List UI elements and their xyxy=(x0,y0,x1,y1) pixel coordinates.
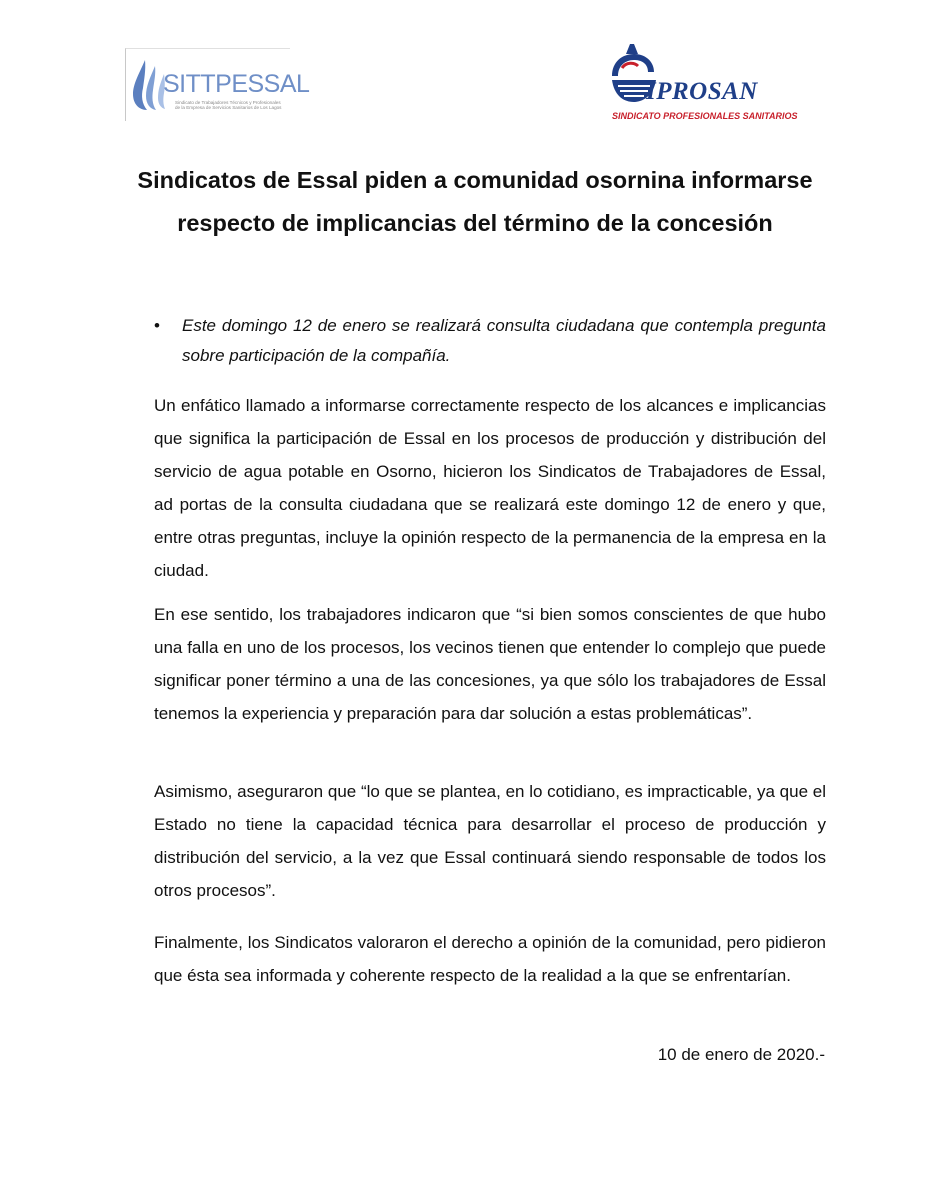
body-paragraph-2: En ese sentido, los trabajadores indicaron que “si bien somos conscientes de que hubo una falla en uno de los procesos, los vecinos tienen que entender lo complejo que puede significar poner término a una de las concesiones, ya que sólo los trabajadores de Essal tenemos la experiencia y preparación para dar solución a estas problemáticas”. xyxy=(154,605,826,723)
siprosan-logo xyxy=(608,42,798,124)
summary-bullet xyxy=(154,311,826,371)
body-paragraph-4: Finalmente, los Sindicatos valoraron el derecho a opinión de la comunidad, pero pidieron que ésta sea informada y coherente respecto de la realidad a la que se enfrentarían. xyxy=(154,933,826,985)
document-title: Sindicatos de Essal piden a comunidad osornina informarse respecto de implicancias del término de la concesión xyxy=(137,167,813,236)
summary-bullet-text: Este domingo 12 de enero se realizará consulta ciudadana que contempla pregunta sobre participación de la compañía. xyxy=(182,316,826,365)
sittpessal-logo-text: SITTPESSAL xyxy=(163,70,310,98)
body-paragraph-1: Un enfático llamado a informarse correctamente respecto de los alcances e implicancias que significa la participación de Essal en los procesos de producción y distribución del servicio de agua potable en Osorno, hicieron los Sindicatos de Trabajadores de Essal, ad portas de la consulta ciudadana que se realizará este domingo 12 de enero y que, entre otras preguntas, incluye la opinión respecto de la permanencia de la empresa en la ciudad. xyxy=(154,396,826,580)
sittpessal-logo-subtitle: Sindicato de Trabajadores Técnicos y Profesionales de la Empresa de Servicios Sanitarios de Los Lagos xyxy=(175,100,282,111)
bullet-dot-icon: • xyxy=(154,316,160,335)
sittpessal-logo xyxy=(125,48,310,122)
siprosan-logo-text: IPROSAN xyxy=(646,78,758,105)
siprosan-logo-subtitle: SINDICATO PROFESIONALES SANITARIOS xyxy=(612,111,798,121)
document-date: 10 de enero de 2020.- xyxy=(657,1045,825,1064)
body-paragraph-3: Asimismo, aseguraron que “lo que se plantea, en lo cotidiano, es impracticable, ya que el Estado no tiene la capacidad técnica para desarrollar el proceso de producción y distribución del servicio, a la vez que Essal continuará siendo responsable de todos los otros procesos”. xyxy=(154,782,826,900)
